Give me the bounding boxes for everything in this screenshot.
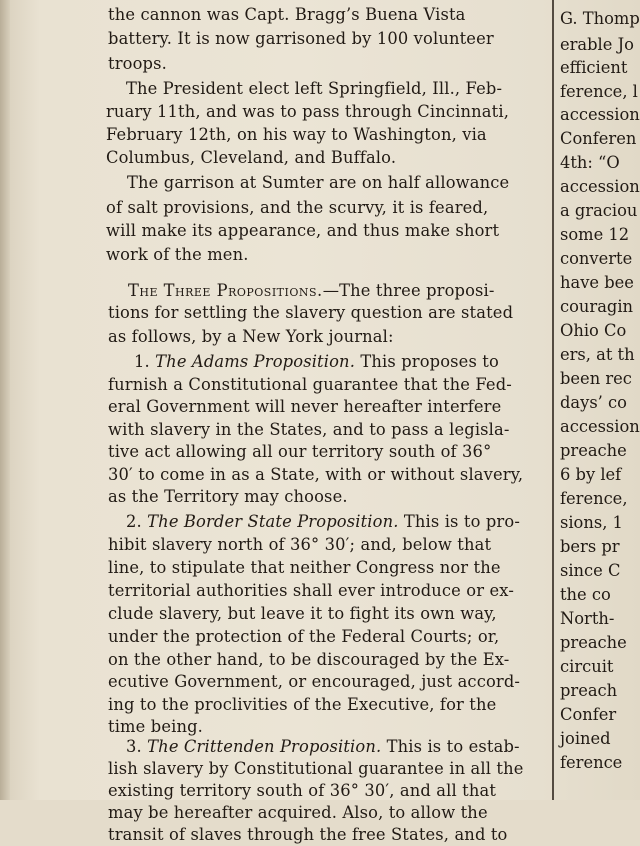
main-line-24: line, to stipulate that neither Congress nor the [108, 558, 501, 577]
section-heading: The Three Propositions. [128, 281, 323, 300]
proposition-title: The Adams Proposition. [155, 352, 356, 371]
right-line-25: the co [560, 585, 611, 604]
main-line-27: under the protection of the Federal Courts; or, [108, 627, 500, 646]
right-line-32: ference [560, 753, 623, 772]
main-line-32: 3. The Crittenden Proposition. This is to estab- [126, 737, 520, 756]
main-line-23: hibit slavery north of 36° 30′; and, below that [108, 535, 492, 554]
main-line-7: Columbus, Cleveland, and Buffalo. [106, 148, 397, 167]
right-line-18: accession [560, 417, 640, 436]
right-line-23: bers pr [560, 537, 620, 556]
right-line-8: accession [560, 177, 640, 196]
right-line-11: converte [560, 249, 633, 268]
main-line-22: 2. The Border State Proposition. This is to pro- [126, 512, 520, 531]
main-line-5: ruary 11th, and was to pass through Cincinnati, [106, 102, 510, 121]
right-line-6: Conferen [560, 129, 637, 148]
right-line-3: efficient [560, 58, 628, 77]
main-line-10: will make its appearance, and thus make short [106, 221, 500, 240]
main-line-33: lish slavery by Constitutional guarantee in all the [108, 759, 524, 778]
right-line-21: ference, [560, 489, 628, 508]
main-line-26: clude slavery, but leave it to fight its own way, [108, 604, 497, 623]
right-line-28: circuit [560, 657, 614, 676]
right-line-17: days’ co [560, 393, 627, 412]
main-line-19: tive act allowing all our territory south of 36° [108, 442, 492, 461]
main-line-30: ing to the proclivities of the Executive, for the [108, 695, 497, 714]
proposition-title: The Border State Proposition. [147, 512, 399, 531]
main-line-31: time being. [108, 717, 203, 736]
right-line-19: preache [560, 441, 627, 460]
main-line-25: territorial authorities shall ever introduce or ex- [108, 581, 514, 600]
right-line-1: G. Thomp [560, 9, 640, 28]
right-line-20: 6 by lef [560, 465, 622, 484]
right-line-2: erable Jo [560, 35, 634, 54]
right-line-30: Confer [560, 705, 617, 724]
main-line-4: The President elect left Springfield, Ill., Feb- [126, 79, 503, 98]
main-column [100, 0, 562, 844]
main-line-6: February 12th, on his way to Washington, via [106, 125, 487, 144]
right-line-29: preach [560, 681, 618, 700]
page-fold-shadow [0, 0, 10, 800]
main-line-14: as follows, by a New York journal: [108, 327, 394, 346]
right-line-27: preache [560, 633, 627, 652]
main-line-21: as the Territory may choose. [108, 487, 348, 506]
main-line-18: with slavery in the States, and to pass a legisla- [108, 420, 510, 439]
main-line-11: work of the men. [106, 245, 249, 264]
right-line-31: joined [560, 729, 611, 748]
main-line-17: eral Government will never hereafter interfere [108, 397, 502, 416]
right-line-24: since C [560, 561, 621, 580]
right-line-4: ference, l [560, 82, 638, 101]
right-line-13: couragin [560, 297, 634, 316]
right-line-26: North- [560, 609, 615, 628]
right-line-9: a graciou [560, 201, 638, 220]
right-line-5: accession [560, 105, 640, 124]
main-line-15: 1. The Adams Proposition. This proposes to [134, 352, 499, 371]
right-line-15: ers, at th [560, 345, 635, 364]
main-line-20: 30′ to come in as a State, with or without slavery, [108, 465, 524, 484]
right-column [560, 0, 640, 800]
main-line-28: on the other hand, to be discouraged by the Ex- [108, 650, 510, 669]
main-line-3: troops. [108, 54, 167, 73]
right-line-12: have bee [560, 273, 634, 292]
column-rule [552, 0, 554, 800]
main-line-29: ecutive Government, or encouraged, just accord- [108, 672, 521, 691]
main-line-36: transit of slaves through the free States, and to [108, 825, 508, 844]
right-line-22: sions, 1 [560, 513, 623, 532]
proposition-title: The Crittenden Proposition. [147, 737, 382, 756]
main-line-8: The garrison at Sumter are on half allowance [127, 173, 510, 192]
main-line-13: tions for settling the slavery question are stated [108, 303, 514, 322]
main-line-1: the cannon was Capt. Bragg’s Buena Vista [108, 5, 466, 24]
main-line-9: of salt provisions, and the scurvy, it is feared, [106, 198, 489, 217]
right-line-10: some 12 [560, 225, 630, 244]
main-line-2: battery. It is now garrisoned by 100 volunteer [108, 29, 494, 48]
main-line-34: existing territory south of 36° 30′, and all that [108, 781, 497, 800]
right-line-14: Ohio Co [560, 321, 627, 340]
right-line-7: 4th: “O [560, 153, 620, 172]
main-line-12: The Three Propositions.—The three proposi- [128, 281, 495, 300]
main-line-16: furnish a Constitutional guarantee that the Fed- [108, 375, 512, 394]
main-line-35: may be hereafter acquired. Also, to allow the [108, 803, 488, 822]
right-line-16: been rec [560, 369, 632, 388]
